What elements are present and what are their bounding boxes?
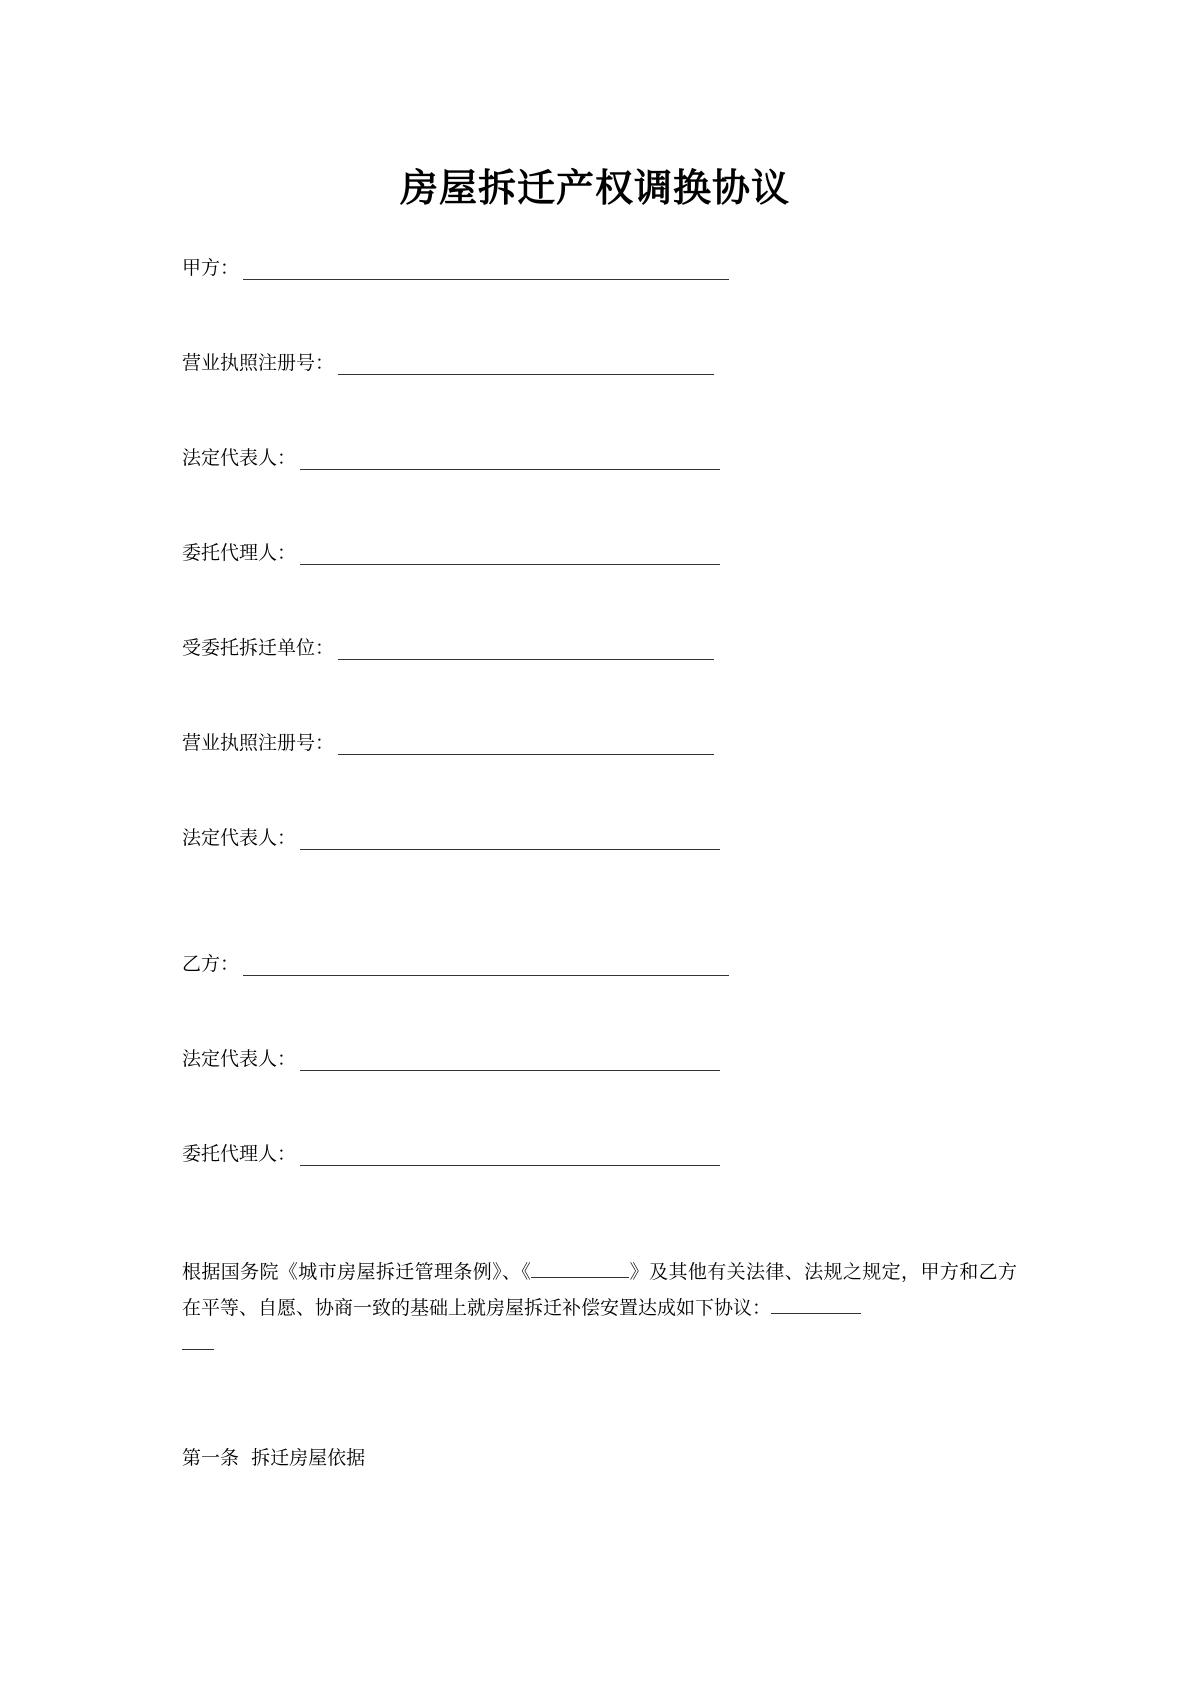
party-b-legal-rep-label: 法定代表人： bbox=[182, 1048, 297, 1070]
party-b-blank[interactable] bbox=[243, 953, 729, 976]
regulation-name-blank[interactable] bbox=[531, 1257, 629, 1278]
party-a-agent-blank[interactable] bbox=[300, 542, 720, 565]
preamble-trailing-blank[interactable] bbox=[771, 1293, 861, 1314]
party-a-field bbox=[182, 250, 729, 280]
unit-legal-rep-field bbox=[182, 820, 720, 850]
party-a-license-field bbox=[182, 345, 714, 375]
party-a-agent-field bbox=[182, 535, 720, 565]
party-b-agent-label: 委托代理人： bbox=[182, 1143, 297, 1165]
document-title: 房屋拆迁产权调换协议 bbox=[399, 165, 790, 210]
entrusted-unit-field bbox=[182, 630, 714, 660]
unit-license-blank[interactable] bbox=[338, 732, 714, 755]
entrusted-unit-label: 受委托拆迁单位： bbox=[182, 637, 335, 659]
party-b-legal-rep-field bbox=[182, 1041, 720, 1071]
unit-legal-rep-label: 法定代表人： bbox=[182, 827, 297, 849]
party-a-legal-rep-label: 法定代表人： bbox=[182, 447, 297, 469]
party-b-label: 乙方： bbox=[182, 953, 240, 975]
preamble-paragraph bbox=[182, 1254, 1017, 1362]
party-b-legal-rep-blank[interactable] bbox=[300, 1048, 720, 1071]
preamble-text-1: 根据国务院《城市房屋拆迁管理条例》、《 bbox=[182, 1261, 532, 1283]
unit-legal-rep-blank[interactable] bbox=[300, 827, 720, 850]
party-b-agent-blank[interactable] bbox=[300, 1143, 720, 1166]
party-a-agent-label: 委托代理人： bbox=[182, 542, 297, 564]
party-a-legal-rep-field bbox=[182, 440, 720, 470]
unit-license-field bbox=[182, 725, 714, 755]
preamble-text-2: 》及其他有关法律、法规之规定，甲方和乙方在平等、自愿、协商一致的基础上就房屋拆迁补偿安置达成如下协议： bbox=[182, 1261, 1017, 1319]
entrusted-unit-blank[interactable] bbox=[338, 637, 714, 660]
party-b-agent-field bbox=[182, 1136, 720, 1166]
article-1-heading: 第一条 拆迁房屋依据 bbox=[182, 1447, 366, 1469]
party-b-field bbox=[182, 946, 729, 976]
party-a-license-label: 营业执照注册号： bbox=[182, 352, 335, 374]
unit-license-label: 营业执照注册号： bbox=[182, 732, 335, 754]
party-a-label: 甲方： bbox=[182, 257, 240, 279]
party-a-legal-rep-blank[interactable] bbox=[300, 447, 720, 470]
party-a-license-blank[interactable] bbox=[338, 352, 714, 375]
preamble-trailing-blank-cont[interactable] bbox=[182, 1329, 214, 1350]
party-a-blank[interactable] bbox=[243, 257, 729, 280]
